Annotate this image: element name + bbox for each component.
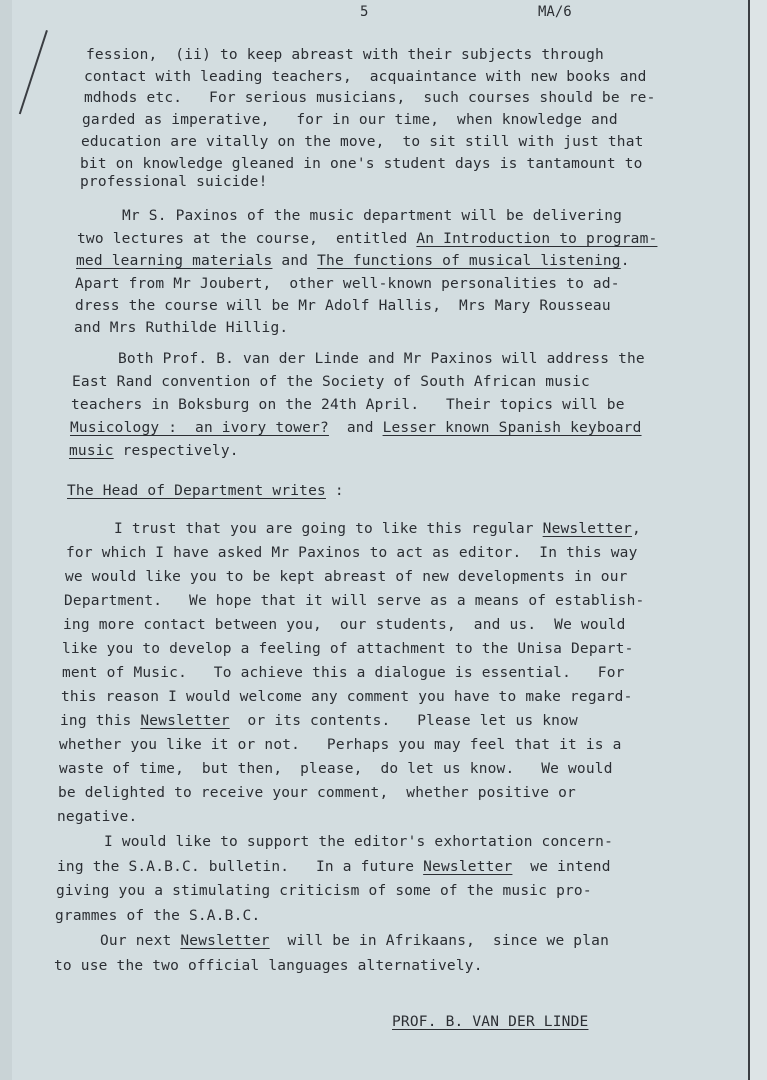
text-line: I trust that you are going to like this regular Newsletter, [114, 521, 641, 537]
text-line: music respectively. [69, 443, 239, 459]
topic-title-underlined: Lesser known Spanish keyboard [382, 420, 642, 436]
section-heading: The Head of Department writes : [67, 483, 344, 499]
page-edge [748, 0, 767, 1080]
text-line: Musicology : an ivory tower? and Lesser known Spanish keyboard [70, 420, 642, 436]
text-line: be delighted to receive your comment, whether positive or [58, 785, 576, 801]
text-line: Both Prof. B. van der Linde and Mr Paxinos will address the [118, 351, 645, 367]
text-line: to use the two official languages alternatively. [54, 958, 483, 974]
text-line: professional suicide! [80, 174, 268, 190]
text-line: fession, (ii) to keep abreast with their subjects through [86, 47, 604, 63]
text-line: Our next Newsletter will be in Afrikaans, since we plan [100, 933, 610, 949]
text-line: grammes of the S.A.B.C. [55, 908, 261, 924]
text-line: education are vitally on the move, to sit still with just that [81, 134, 644, 150]
text-line: waste of time, but then, please, do let us know. We would [59, 761, 613, 777]
text-line: East Rand convention of the Society of South African music [72, 374, 590, 390]
text-line: ing this Newsletter or its contents. Please let us know [60, 713, 578, 729]
text-line: garded as imperative, for in our time, when knowledge and [82, 112, 618, 128]
lecture-title-underlined: An Introduction to program- [416, 231, 658, 247]
text-line: giving you a stimulating criticism of some of the music pro- [56, 883, 592, 899]
text-line: I would like to support the editor's exhortation concern- [104, 834, 613, 850]
text-line: Apart from Mr Joubert, other well-known personalities to ad- [75, 276, 620, 292]
text-line: ing the S.A.B.C. bulletin. In a future Newsletter we intend [57, 859, 611, 875]
text-line: ing more contact between you, our students, and us. We would [63, 617, 626, 633]
document-reference: MA/6 [538, 4, 572, 20]
text-line: for which I have asked Mr Paxinos to act as editor. In this way [66, 545, 638, 561]
text-line: mdhods etc. For serious musicians, such courses should be re- [84, 90, 656, 106]
topic-title-underlined: Musicology : an ivory tower? [70, 420, 329, 436]
signature-name: PROF. B. VAN DER LINDE [392, 1014, 589, 1030]
text-line: med learning materials and The functions of musical listening. [76, 253, 630, 269]
text-line: like you to develop a feeling of attachment to the Unisa Depart- [62, 641, 634, 657]
text-line: Department. We hope that it will serve as a means of establish- [64, 593, 645, 609]
text-line: and Mrs Ruthilde Hillig. [74, 320, 289, 336]
text-line: teachers in Boksburg on the 24th April. Their topics will be [71, 397, 625, 413]
text-line: whether you like it or not. Perhaps you may feel that it is a [59, 737, 622, 753]
text-line: dress the course will be Mr Adolf Hallis, Mrs Mary Rousseau [75, 298, 611, 314]
page-number: 5 [360, 4, 369, 20]
text-line: this reason I would welcome any comment you have to make regard- [61, 689, 633, 705]
lecture-title-underlined: med learning materials [76, 253, 273, 269]
text-line: Mr S. Paxinos of the music department will be delivering [122, 208, 623, 224]
text-line: we would like you to be kept abreast of new developments in our [65, 569, 628, 585]
text-line: ment of Music. To achieve this a dialogue is essential. For [62, 665, 625, 681]
text-line: two lectures at the course, entitled An Introduction to program- [77, 231, 658, 247]
text-line: contact with leading teachers, acquaintance with new books and [84, 69, 647, 85]
text-line: bit on knowledge gleaned in one's student days is tantamount to [80, 156, 643, 172]
topic-title-underlined: music [69, 443, 114, 459]
text-line: negative. [57, 809, 138, 825]
lecture-title-underlined: The functions of musical listening [317, 253, 621, 269]
